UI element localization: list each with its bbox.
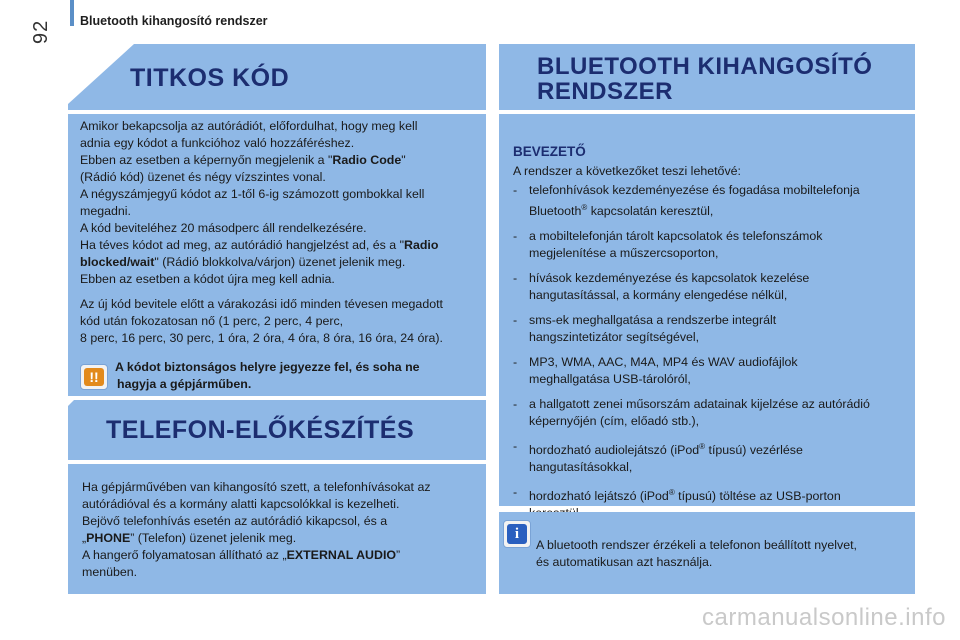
list-item: - hordozható audiolejátszó (iPod® típusú) vezérlése hangutasításokkal, xyxy=(513,438,908,476)
list-item: - MP3, WMA, AAC, M4A, MP4 és WAV audiofájlok meghallgatása USB-tárolóról, xyxy=(513,354,908,388)
feature-list xyxy=(513,182,908,522)
phone-prep-title: TELEFON-ELŐKÉSZÍTÉS xyxy=(106,416,415,444)
page-number: 92 xyxy=(30,19,52,44)
warning-icon: !! xyxy=(80,364,108,390)
list-item: - a mobiltelefonján tárolt kapcsolatok és telefonszámok megjelenítése a műszercsoporton, xyxy=(513,228,908,262)
features-text: A rendszer a következőket teszi lehetővé: - telefonhívások kezdeményezése és fogadása mobiltelefonja Bluetooth® kapcsolatán keresztül, - a mobiltelefonján tárolt kapcsolatok és telefonszámok megjelenítése a műszercsoporton, - hívások kezdeményezése és kapcsolatok kezelése hangutasítással, a kormány elengedése nélkül, - sms-ek meghallgatása a rendszerbe integrált hangszintetizátor segítségével, - MP3, WMA, AAC, M4A, MP4 és WAV audiofájlok meghallgatása USB-tárolóról, - a hallgatott zenei műsorszám adatainak kijelzése az autórádió képernyőjén (cím, előadó stb.), - hordozható audiolejátszó (iPod® típusú) vezérlése hangutasításokkal, - hordozható lejátszó (iPod® típusú) töltése az USB-porton xyxy=(513,163,908,530)
list-item: - hívások kezdeményezése és kapcsolatok kezelése hangutasítással, a kormány elengedése nélkül, xyxy=(513,270,908,304)
list-item: - hordozható lejátszó (iPod® típusú) töltése az USB-porton xyxy=(513,484,908,522)
bluetooth-title: BLUETOOTH KIHANGOSÍTÓ RENDSZER xyxy=(537,53,873,105)
watermark: carmanualsonline.info xyxy=(702,604,946,631)
info-text: A bluetooth rendszer érzékeli a telefonon beállított nyelvet, és automatikusan azt használja. xyxy=(536,538,857,569)
info-icon: i xyxy=(503,520,531,548)
pin-code-title: TITKOS KÓD xyxy=(130,64,290,92)
list-item: - sms-ek meghallgatása a rendszerbe integrált hangszintetizátor segítségével, xyxy=(513,312,908,346)
running-header: Bluetooth kihangosító rendszer xyxy=(80,14,268,28)
section-heading: BEVEZETŐ xyxy=(513,144,586,159)
pin-code-wait-text: Az új kód bevitele előtt a várakozási idő minden tévesen megadott kód után fokozatosan nő (1 perc, 2 perc, 4 perc, 8 perc, 16 perc, 30 perc, 1 óra, 2 óra, 4 óra, 8 óra, 16 óra, 24 óra). xyxy=(80,297,443,345)
phone-prep-text: Ha gépjárművében van kihangosító szett, a telefonhívásokat az autórádióval és a kormány alatti kapcsolókkal is kezelheti. Bejövő telefonhívás esetén az autórádió kikapcsol, és a „PHONE” (Telefon) üzenet jelenik meg. A hangerő folyamatosan állítható az „EXTERNAL AUDIO” menüben. xyxy=(82,480,431,579)
list-item: - a hallgatott zenei műsorszám adatainak kijelzése az autórádió képernyőjén (cím, előadó stb.), xyxy=(513,396,908,430)
pin-code-text: Amikor bekapcsolja az autórádiót, előfordulhat, hogy meg kell adnia egy kódot a funkcióhoz való hozzáféréshez. Ebben az esetben a képernyőn megjelenik a "Radio Code" (Rádió kód) üzenet és négy vízszintes vonal. A négyszámjegyű kódot az 1-től 6-ig számozott gombokkal kell megadni. A kód beviteléhez 20 másodperc áll rendelkezésére. Ha téves kódot ad meg, az autórádió hangjelzést ad, és a "Radio blocked/wait" (Rádió blokkolva/várjon) üzenet jelenik meg. Ebben az esetben a kódot újra meg kell adnia. xyxy=(80,119,439,286)
margin-accent-bar xyxy=(70,0,74,26)
list-item: - telefonhívások kezdeményezése és fogadása mobiltelefonja Bluetooth® kapcsolatán keresztül, xyxy=(513,182,908,220)
warning-text: A kódot biztonságos helyre jegyezze fel, és soha ne hagyja a gépjárműben. xyxy=(115,360,420,391)
